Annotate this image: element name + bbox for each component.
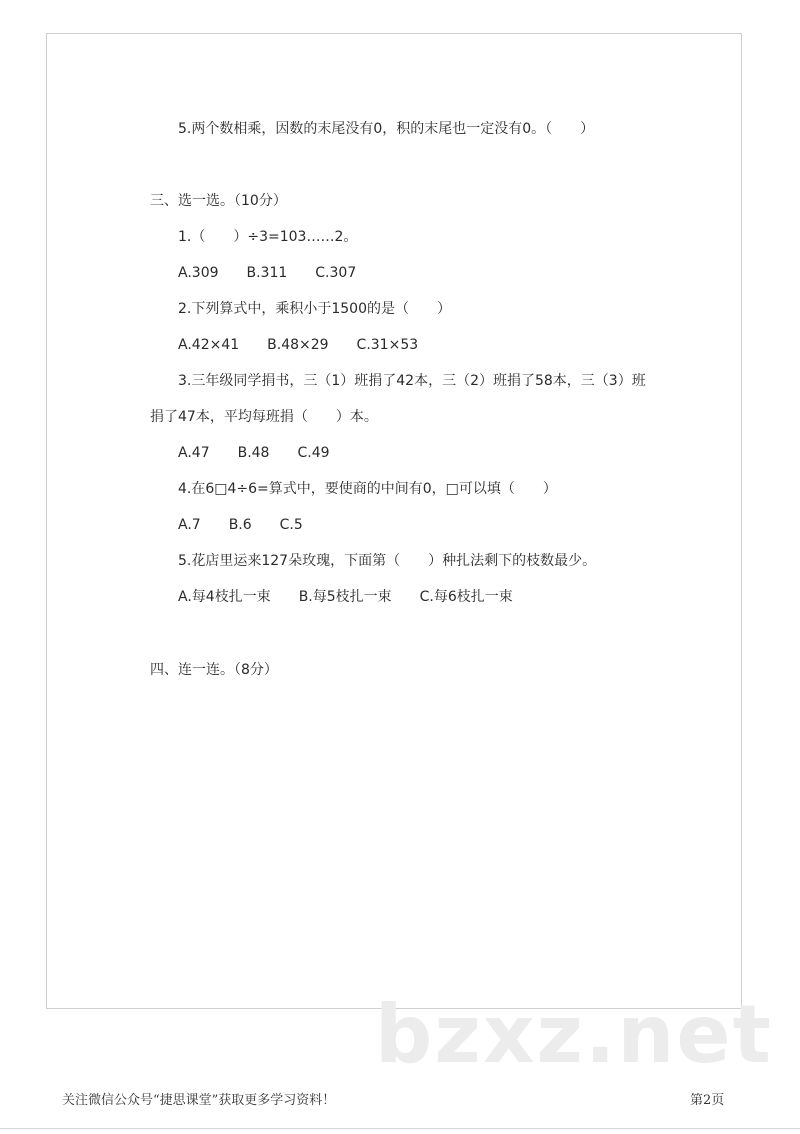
choice-question-1-options: A.309 B.311 C.307 (178, 265, 357, 281)
section-3-title: 三、选一选。（10分） (150, 193, 287, 209)
choice-question-3-line-2: 捐了47本，平均每班捐（ ）本。 (150, 409, 378, 425)
choice-question-4-options: A.7 B.6 C.5 (178, 517, 303, 533)
section-4-title: 四、连一连。（8分） (150, 662, 278, 678)
choice-question-4: 4.在6□4÷6=算式中，要使商的中间有0，□可以填（ ） (178, 481, 557, 497)
bottom-edge-divider (0, 1128, 800, 1129)
truefalse-question-5: 5.两个数相乘，因数的末尾没有0，积的末尾也一定没有0。（ ） (178, 121, 595, 137)
watermark: bzxz.net (375, 988, 773, 1081)
footer-promo-text: 关注微信公众号“捷思课堂”获取更多学习资料！ (62, 1093, 336, 1108)
choice-question-5-options: A.每4枝扎一束 B.每5枝扎一束 C.每6枝扎一束 (178, 589, 513, 605)
choice-question-1: 1.（ ）÷3=103……2。 (178, 229, 358, 245)
choice-question-3-options: A.47 B.48 C.49 (178, 445, 330, 461)
footer-page-number: 第2页 (690, 1093, 725, 1108)
page-frame (46, 33, 742, 1009)
choice-question-2-options: A.42×41 B.48×29 C.31×53 (178, 337, 419, 353)
choice-question-2: 2.下列算式中，乘积小于1500的是（ ） (178, 301, 451, 317)
choice-question-3-line-1: 3.三年级同学捐书，三（1）班捐了42本，三（2）班捐了58本，三（3）班 (178, 373, 646, 389)
choice-question-5: 5.花店里运来127朵玫瑰，下面第（ ）种扎法剩下的枝数最少。 (178, 553, 597, 569)
